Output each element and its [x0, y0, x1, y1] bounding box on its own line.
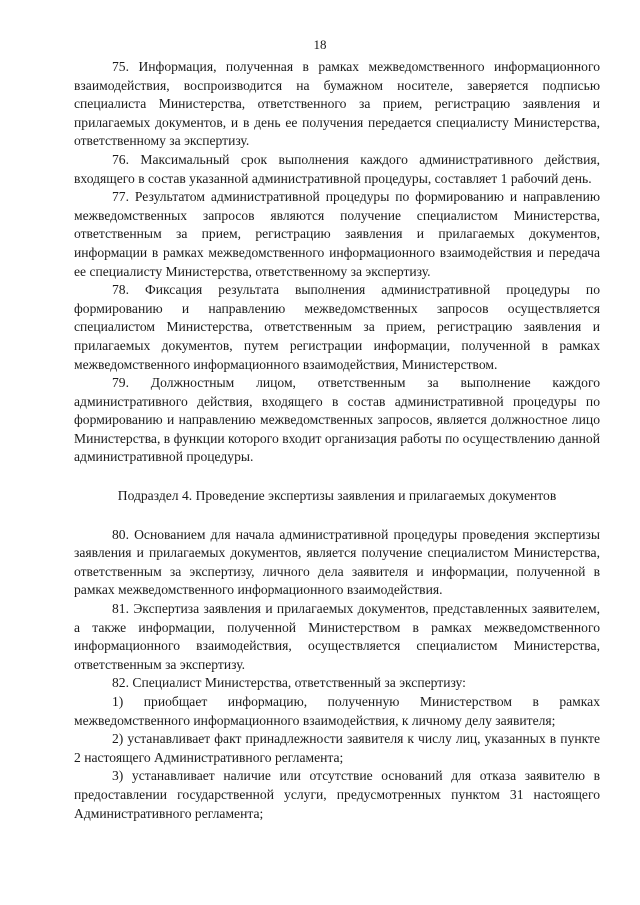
paragraph-78: 78. Фиксация результата выполнения административной процедуры по формированию и направлению межведомственных запросов осуществляется специалистом Министерства, ответственным за прием, регистрацию заявления и прилагаемых документов, путем регистрации информации, полученной в рамках межведомственного информационного взаимодействия, Министерством. [74, 282, 600, 372]
subsection-heading: Подраздел 4. Проведение экспертизы заявления и прилагаемых документов [117, 488, 557, 504]
page-number: 18 [313, 37, 327, 52]
list-item-1: 1) приобщает информацию, полученную Министерством в рамках межведомственного информационного взаимодействия, к личному делу заявителя; [74, 694, 600, 728]
paragraph-75: 75. Информация, полученная в рамках межведомственного информационного взаимодействия, воспроизводится на бумажном носителе, заверяется подписью специалиста Министерства, ответственного за прием, регистрацию заявления и прилагаемых документов, и в день ее получения передается специалисту Министерства, ответственному за экспертизу. [74, 59, 600, 149]
paragraph-76: 76. Максимальный срок выполнения каждого административного действия, входящего в состав указанной административной процедуры, составляет 1 рабочий день. [74, 151, 600, 186]
paragraph-77: 77. Результатом административной процедуры по формированию и направлению межведомственных запросов являются получение специалистом Министерства, ответственным за прием, регистрацию заявления и прилагаемых документов, информации в рамках межведомственного информационного взаимодействия и передача ее специалисту Министерства, ответственному за экспертизу. [74, 189, 600, 279]
list-item-2: 2) устанавливает факт принадлежности заявителя к числу лиц, указанных в пункте 2 настоящего Административного регламента; [74, 731, 600, 765]
document-body [74, 58, 600, 823]
paragraph-82: 82. Специалист Министерства, ответственный за экспертизу: [112, 675, 466, 691]
list-item-3: 3) устанавливает наличие или отсутствие оснований для отказа заявителю в предоставлении государственной услуги, предусмотренных пунктом 31 настоящего Административного регламента; [74, 768, 600, 821]
paragraph-80: 80. Основанием для начала административной процедуры проведения экспертизы заявления и прилагаемых документов, является получение специалистом Министерства, ответственным за экспертизу, личного дела заявителя и информации, полученной в рамках межведомственного информационного взаимодействия. [74, 526, 600, 598]
paragraph-79: 79. Должностным лицом, ответственным за выполнение каждого административного действия, входящего в состав административной процедуры по формированию и направлению межведомственных запросов, является должностное лицо Министерства, в функции которого входит организация работы по осуществлению данной административной процедуры. [74, 375, 600, 465]
paragraph-81: 81. Экспертиза заявления и прилагаемых документов, представленных заявителем, а также информации, полученной Министерством в рамках межведомственного информационного взаимодействия, осуществляется специалистом Министерства, ответственным за экспертизу. [74, 601, 600, 672]
